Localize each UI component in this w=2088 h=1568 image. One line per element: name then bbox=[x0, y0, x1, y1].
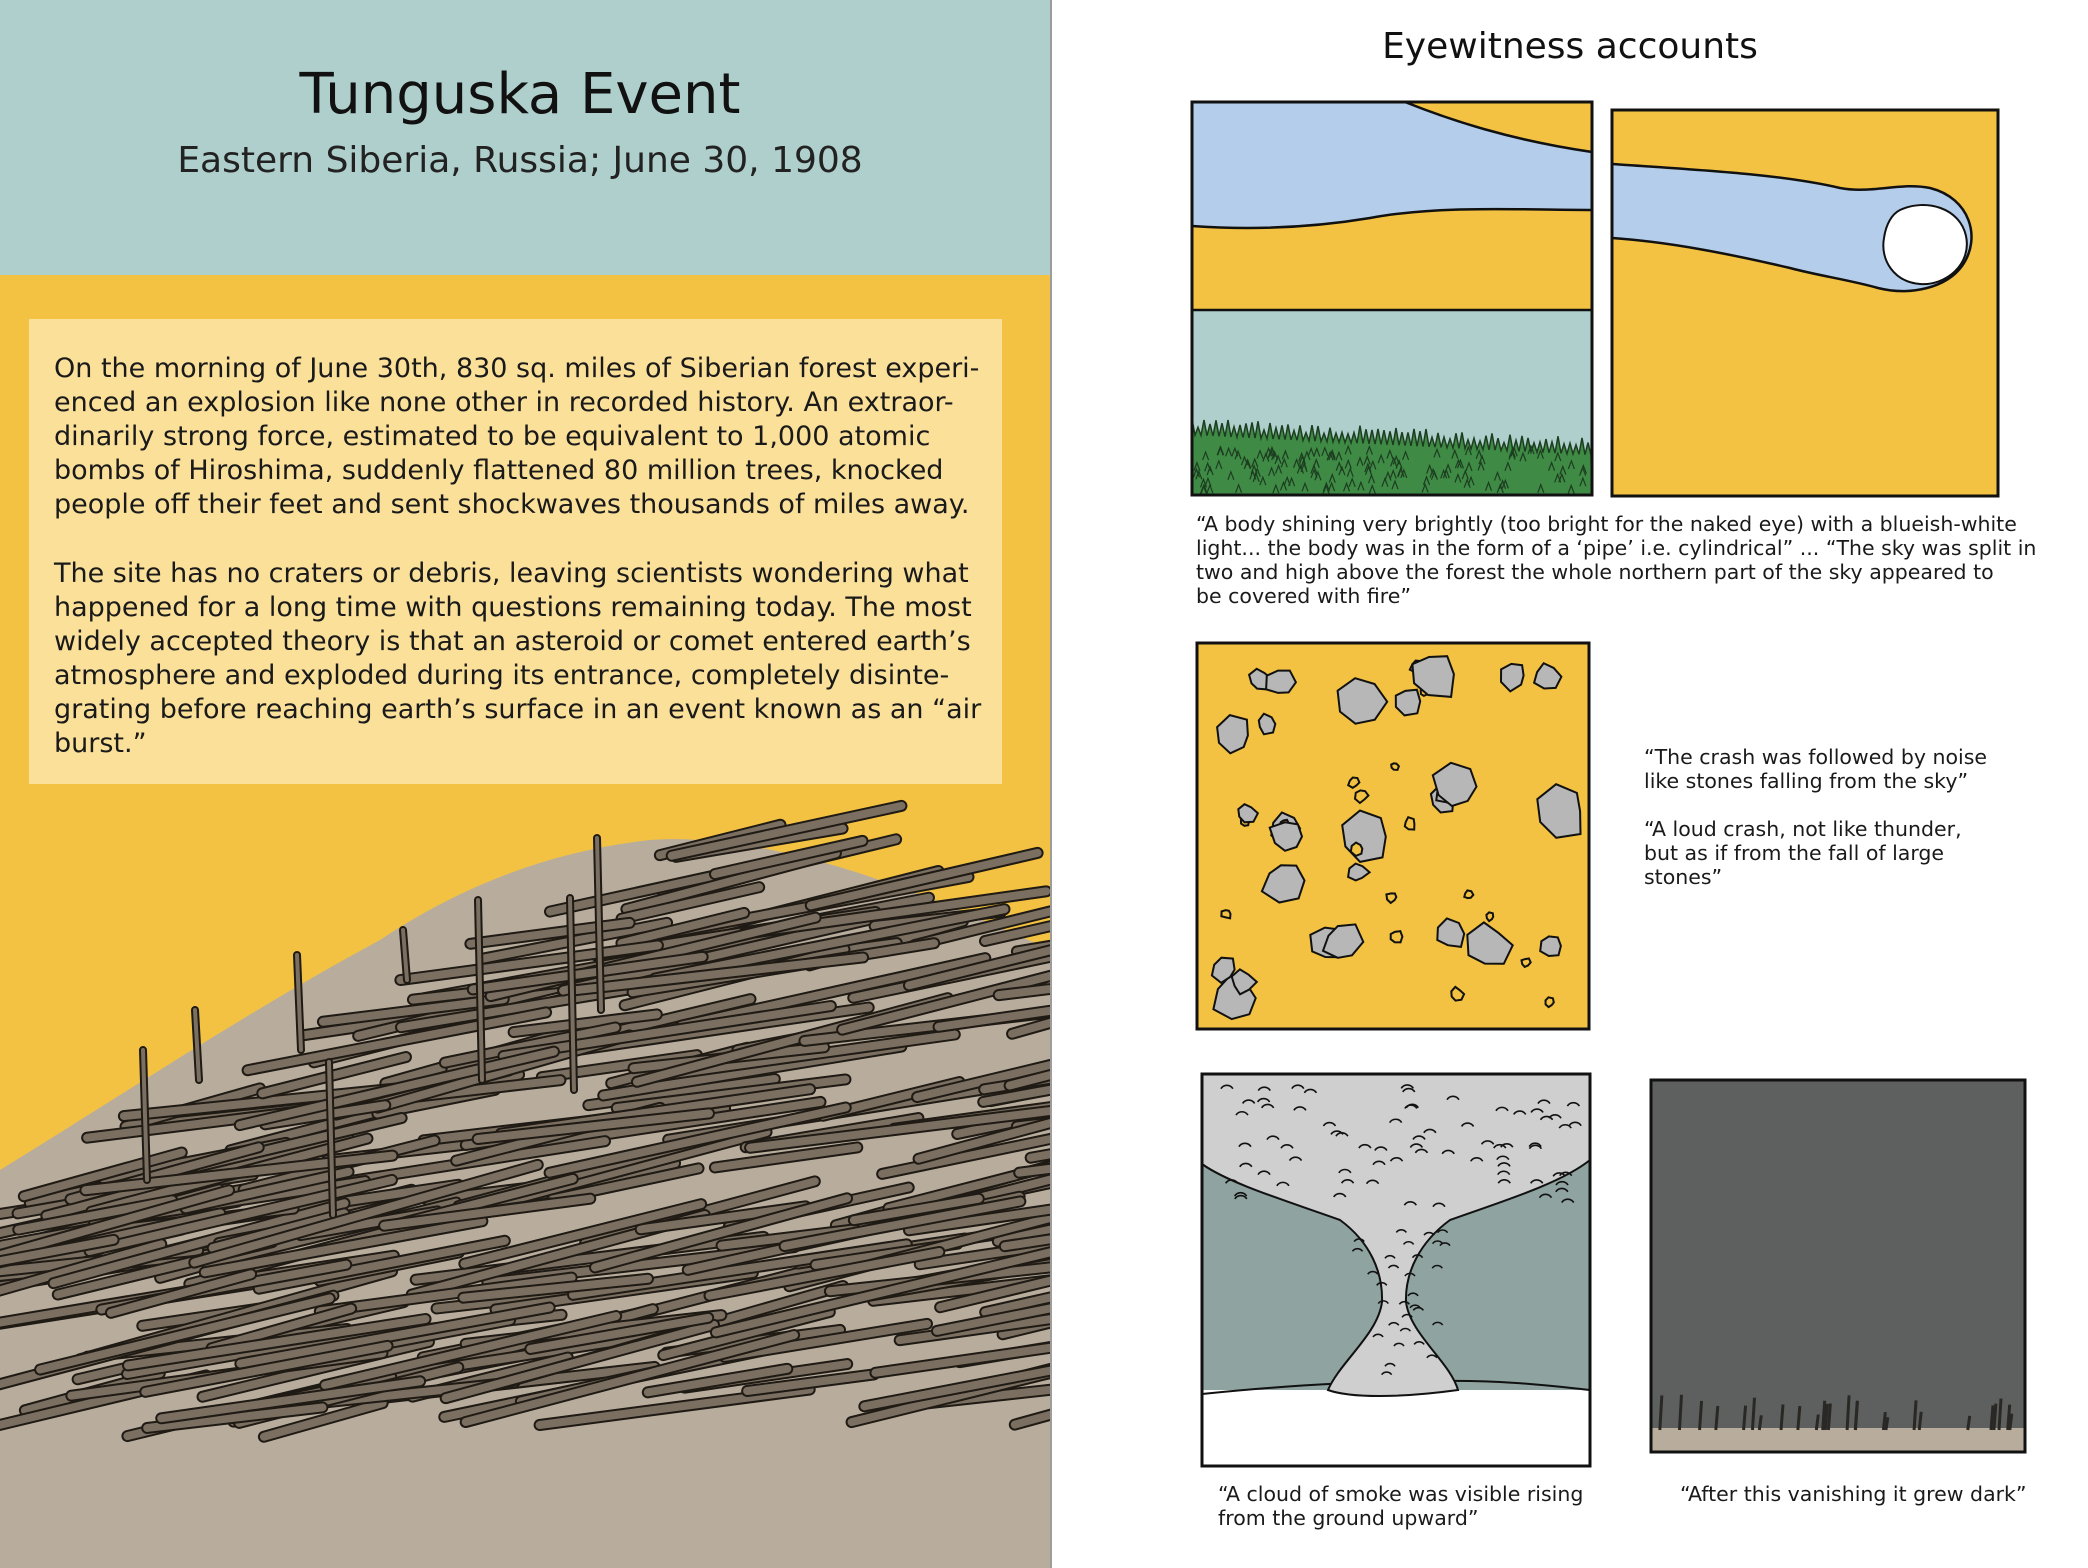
title-header bbox=[0, 0, 1050, 275]
fireball-core bbox=[1883, 205, 1967, 284]
caption-sky-split: “A body shining very brightly (too bright for the naked eye) with a blueish-white light... the body was in the form of a ‘pipe’ i.e. cylindrical” ... “The sky was split in two and high above the forest the whole northern part of the sky appeared to be covered with fire” bbox=[1196, 512, 2037, 608]
page-title: Tunguska Event bbox=[299, 62, 741, 127]
story-paragraph-1: On the morning of June 30th, 830 sq. miles of Siberian forest experi- enced an explosion like none other in recorded history. An extraor- dinarily strong force, estimated to be equivalent to 1,000 atomic bombs of Hiroshima, suddenly flattened 80 million trees, knocked people off their feet and sent shockwaves thousands of miles away. bbox=[54, 353, 980, 520]
story-text-box bbox=[29, 319, 1002, 784]
caption-falling-stones: “The crash was followed by noise like stones falling from the sky” “A loud crash, not like thunder, but as if from the fall of large stones” bbox=[1644, 745, 1988, 889]
right-page bbox=[1052, 0, 2088, 1568]
caption-smoke-cloud: “A cloud of smoke was visible rising from the ground upward” bbox=[1218, 1482, 1584, 1530]
darkness-panel bbox=[1649, 1078, 2027, 1454]
falling-stones-panel bbox=[1195, 641, 1591, 1031]
sky-split-panel bbox=[1190, 100, 1595, 497]
page-subtitle: Eastern Siberia, Russia; June 30, 1908 bbox=[177, 140, 863, 181]
eyewitness-title: Eyewitness accounts bbox=[1382, 26, 1758, 67]
story-paragraph-2: The site has no craters or debris, leaving scientists wondering what happened for a long time with questions remaining today. The most widely accepted theory is that an asteroid or comet entered earth’s atmosphere and exploded during its entrance, completely disinte- grating before reaching earth’s surface in an event known as an “air burst.” bbox=[54, 558, 982, 759]
flattened-forest-illustration bbox=[0, 780, 1050, 1568]
caption-grew-dark: “After this vanishing it grew dark” bbox=[1680, 1482, 2027, 1506]
fireball-panel bbox=[1610, 108, 2000, 498]
smoke-cloud-panel bbox=[1200, 1072, 1592, 1468]
